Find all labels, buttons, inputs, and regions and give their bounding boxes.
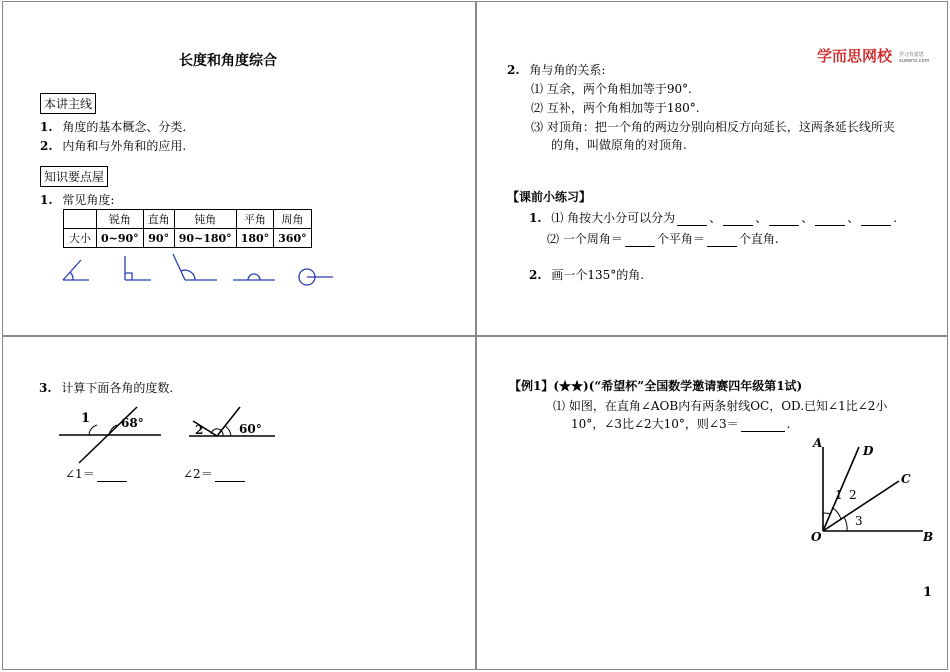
- table-cell: [64, 210, 97, 229]
- item-text: 常见角度:: [62, 193, 115, 207]
- ray-figure: [811, 433, 941, 543]
- answer-2: [183, 465, 247, 482]
- obtuse-angle-icon: [173, 254, 217, 280]
- separator: 、: [847, 211, 860, 225]
- point-label-D: D: [863, 444, 874, 458]
- angle-value-60: 60°: [239, 422, 262, 436]
- angle-arc: [833, 508, 841, 519]
- answer-label: ∠1＝: [65, 467, 95, 481]
- table-cell: 90~180°: [174, 229, 236, 248]
- example-title: 【例1】(★★)(“希望杯”全国数学邀请赛四年级第1试): [509, 379, 803, 393]
- answer-blank[interactable]: [815, 213, 845, 226]
- item-number: 1.: [40, 193, 53, 207]
- example-line-1: ⑴ 如图，在直角∠AOB内有两条射线OC，OD.已知∠1比∠2小: [553, 399, 888, 413]
- answer-blank[interactable]: [741, 419, 785, 432]
- angle-number-1: 1: [835, 488, 843, 502]
- answer-blank[interactable]: [723, 213, 753, 226]
- item-number: 1.: [40, 120, 53, 134]
- angle-arc: [823, 513, 830, 514]
- separator: 、: [755, 211, 768, 225]
- item-number: 2.: [40, 139, 53, 153]
- answer-blank[interactable]: [97, 469, 127, 482]
- logo-text: 学而思网校: [817, 47, 893, 65]
- practice-title: 【课前小练习】: [507, 190, 592, 204]
- example-line-2: [571, 415, 790, 432]
- brand-logo: [817, 45, 929, 66]
- table-cell: 大小: [64, 229, 97, 248]
- item-text: 内角和与外角和的应用.: [62, 139, 187, 153]
- table-cell: 锐角: [97, 210, 144, 229]
- answer-1: [65, 465, 129, 482]
- main-item-2: [40, 137, 186, 154]
- angle-value-68: 68°: [121, 416, 144, 430]
- section-heading-knowledge: 知识要点屋: [40, 166, 108, 187]
- logo-url: xueersi.com: [898, 57, 930, 64]
- table-row: [64, 229, 312, 248]
- answer-blank[interactable]: [625, 234, 655, 247]
- slide-1: [2, 1, 476, 336]
- angle-table: [63, 209, 312, 248]
- right-ray: [217, 407, 240, 436]
- table-cell: 直角: [143, 210, 174, 229]
- table-cell: 平角: [236, 210, 273, 229]
- item-text: 角度的基本概念、分类.: [62, 120, 187, 134]
- point-label-O: O: [811, 530, 822, 543]
- item-number: 2.: [507, 63, 520, 77]
- item-number: 1.: [529, 211, 542, 225]
- angle-label-2: 2: [195, 423, 204, 437]
- angle-arc: [225, 426, 231, 436]
- angle-figure-2: [187, 405, 277, 445]
- page-number: 1: [923, 585, 933, 600]
- straight-angle-icon: [233, 274, 275, 280]
- period: .: [786, 417, 791, 431]
- angle-number-2: 2: [849, 488, 857, 502]
- practice-ex1b: [547, 230, 779, 247]
- angle-number-3: 3: [855, 514, 863, 528]
- angle-figure-1: [57, 405, 167, 465]
- point-label-A: A: [813, 436, 823, 450]
- right-angle-icon: [125, 256, 151, 280]
- ex2-text: 画一个135°的角.: [551, 268, 645, 282]
- angle-shapes: [59, 250, 359, 290]
- answer-blank[interactable]: [215, 469, 245, 482]
- item-text: 角与角的关系:: [529, 63, 606, 77]
- knowledge-item-3: [39, 379, 173, 396]
- page-title: 长度和角度综合: [179, 53, 277, 69]
- knowledge-item-2: [507, 61, 605, 78]
- ex1b-text: 个平角＝: [656, 232, 705, 246]
- separator: 、: [709, 211, 722, 225]
- item-number: 2.: [529, 268, 542, 282]
- main-item-1: [40, 118, 186, 135]
- practice-ex1a: [529, 209, 897, 226]
- ex1a-text: ⑴ 角按大小分可以分为: [551, 211, 676, 225]
- section-heading-main: 本讲主线: [40, 93, 96, 114]
- answer-blank[interactable]: [769, 213, 799, 226]
- slide-4: [476, 336, 948, 670]
- table-cell: 360°: [274, 229, 311, 248]
- table-cell: 0~90°: [97, 229, 144, 248]
- angle-arc: [89, 425, 97, 435]
- period: .: [893, 211, 898, 225]
- table-cell: 周角: [274, 210, 311, 229]
- answer-blank[interactable]: [861, 213, 891, 226]
- full-angle-icon: [299, 269, 333, 285]
- point-label-B: B: [923, 530, 934, 543]
- relation-vertical-line2: 的角，叫做原角的对顶角.: [551, 138, 687, 152]
- point-label-C: C: [901, 472, 911, 486]
- slide-3: [2, 336, 476, 670]
- relation-supplementary: ⑵ 互补，两个角相加等于180°.: [531, 101, 700, 115]
- relation-vertical-line1: ⑶ 对顶角：把一个角的两边分别向相反方向延长，这两条延长线所夹: [531, 120, 895, 134]
- table-cell: 180°: [236, 229, 273, 248]
- practice-ex2: [529, 266, 644, 283]
- ex1b-text: 个直角.: [738, 232, 779, 246]
- example-text: 10°，∠3比∠2大10°，则∠3＝: [571, 417, 739, 431]
- acute-angle-icon: [63, 260, 89, 280]
- table-cell: 90°: [143, 229, 174, 248]
- item-text: 计算下面各角的度数.: [61, 381, 174, 395]
- table-cell: 钝角: [174, 210, 236, 229]
- knowledge-item-1: [40, 191, 114, 208]
- answer-blank[interactable]: [677, 213, 707, 226]
- table-row: [64, 210, 312, 229]
- ex1b-text: ⑵ 一个周角＝: [547, 232, 623, 246]
- logo-tagline: 学习有意思: [898, 51, 924, 58]
- slide-2: [476, 1, 948, 336]
- angle-label-1: 1: [81, 411, 91, 426]
- answer-label: ∠2＝: [183, 467, 213, 481]
- relation-complementary: ⑴ 互余，两个角相加等于90°.: [531, 82, 692, 96]
- angle-arc: [844, 517, 847, 531]
- answer-blank[interactable]: [707, 234, 737, 247]
- separator: 、: [801, 211, 814, 225]
- item-number: 3.: [39, 381, 52, 395]
